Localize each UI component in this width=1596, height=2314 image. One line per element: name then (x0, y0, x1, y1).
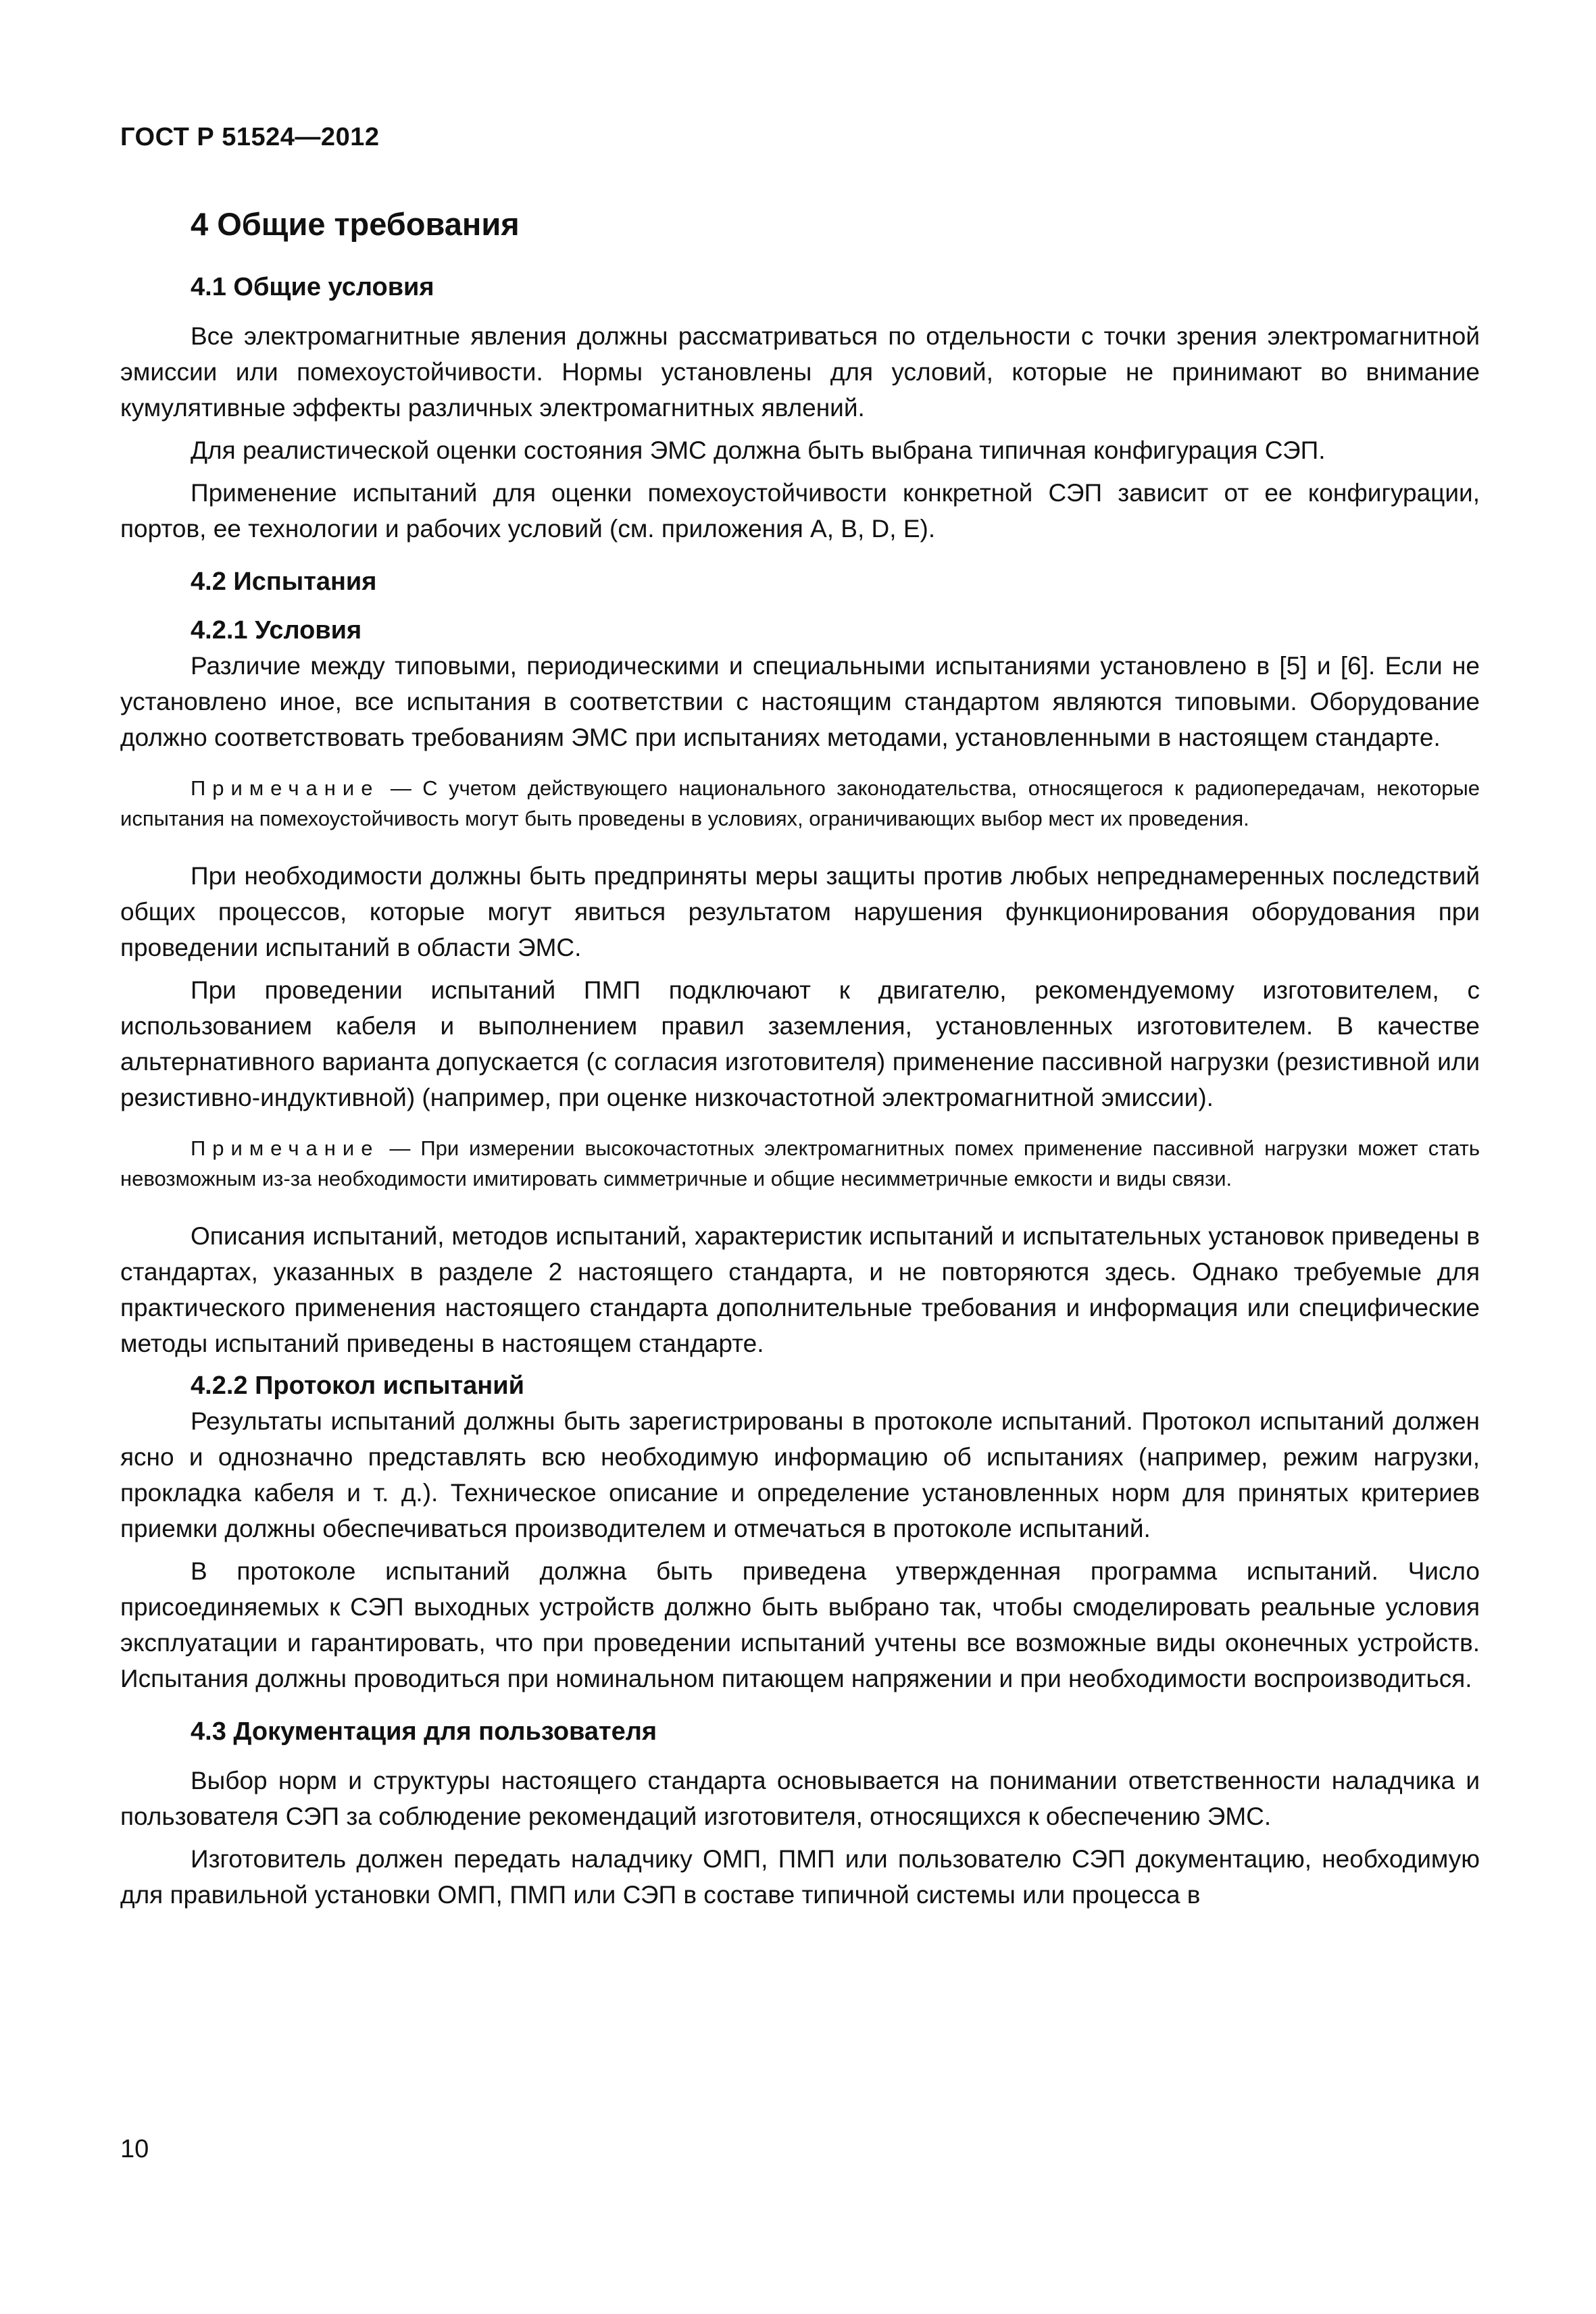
paragraph: Описания испытаний, методов испытаний, характеристик испытаний и испытательных установок приведены в стандартах, указанных в разделе 2 настоящего стандарта, и не повторяются здесь. Однако требуемые для практического применения настоящего стандарта дополнительные требования и информация или специфические методы испытаний приведены в настоящем стандарте. (120, 1222, 1480, 1357)
paragraph: В протоколе испытаний должна быть приведена утвержденная программа испытаний. Число присоединяемых к СЭП выходных устройств должно быть выбрано так, чтобы смоделировать реальные условия эксплуатации и гарантировать, что при проведении испытаний учтены все возможные виды оконечных устройств. Испытания должны проводиться при номинальном питающем напряжении и при необходимости воспроизводиться. (120, 1557, 1480, 1692)
paragraph: Выбор норм и структуры настоящего стандарта основывается на понимании ответственности наладчика и пользователя СЭП за соблюдение рекомендаций изготовителя, относящихся к обеспечению ЭМС. (120, 1767, 1480, 1830)
paragraph: Результаты испытаний должны быть зарегистрированы в протоколе испытаний. Протокол испытаний должен ясно и однозначно представлять всю необходимую информацию об испытаниях (например, режим нагрузки, прокладка кабеля и т. д.). Техническое описание и определение установленных норм для принятых критериев приемки должны обеспечиваться производителем и отмечаться в протоколе испытаний. (120, 1407, 1480, 1542)
section-4-3-heading: 4.3 Документация для пользователя (191, 1717, 657, 1746)
paragraph: Для реалистической оценки состояния ЭМС должна быть выбрана типичная конфигурация СЭП. (191, 436, 1326, 464)
section-4-2-heading: 4.2 Испытания (191, 568, 377, 596)
section-4-2-2-heading: 4.2.2 Протокол испытаний (191, 1372, 524, 1400)
paragraph: При проведении испытаний ПМП подключают к двигателю, рекомендуемому изготовителем, с использованием кабеля и выполнением правил заземления, установленных изготовителем. В качестве альтернативного варианта допускается (с согласия изготовителя) применение пассивной нагрузки (резистивной или резистивно-индуктивной) (например, при оценке низкочастотной электромагнитной эмиссии). (120, 976, 1480, 1111)
paragraph: Изготовитель должен передать наладчику ОМП, ПМП или пользователю СЭП документацию, необходимую для правильной установки ОМП, ПМП или СЭП в составе типичной системы или процесса в (120, 1845, 1480, 1909)
section-4-2-1-heading: 4.2.1 Условия (191, 616, 362, 645)
note (120, 1133, 1480, 1194)
note-text: — При измерении высокочастотных электромагнитных помех применение пассивной нагрузки может стать невозможным из-за необходимости имитировать симметричные и общие несимметричные емкости и виды связи. (120, 1136, 1480, 1190)
paragraph: Применение испытаний для оценки помехоустойчивости конкретной СЭП зависит от ее конфигурации, портов, ее технологии и рабочих условий (см. приложения А, В, D, Е). (120, 479, 1480, 543)
note-label: Примечание (191, 776, 380, 800)
paragraph: При необходимости должны быть предприняты меры защиты против любых непреднамеренных последствий общих процессов, которые могут явиться результатом нарушения функционирования оборудования при проведении испытаний в области ЭМС. (120, 862, 1480, 961)
section-4-1-heading: 4.1 Общие условия (191, 273, 434, 301)
section-4-heading: 4 Общие требования (191, 206, 520, 242)
note (120, 773, 1480, 834)
page-number: 10 (120, 2135, 149, 2163)
note-text: — С учетом действующего национального законодательства, относящегося к радиопередачам, некоторые испытания на помехоустойчивость могут быть проведены в условиях, ограничивающих выбор мест их проведения. (120, 776, 1480, 830)
page-content (120, 189, 1480, 1919)
note-label: Примечание (191, 1136, 380, 1160)
paragraph: Все электромагнитные явления должны рассматриваться по отдельности с точки зрения электромагнитной эмиссии или помехоустойчивости. Нормы установлены для условий, которые не принимают во внимание кумулятивные эффекты различных электромагнитных явлений. (120, 322, 1480, 422)
paragraph: Различие между типовыми, периодическими и специальными испытаниями установлено в [5] и [6]. Если не установлено иное, все испытания в соответствии с настоящим стандартом являются типовыми. Оборудование должно соответствовать требованиям ЭМС при испытаниях методами, установленными в настоящем стандарте. (120, 652, 1480, 751)
document-identifier: ГОСТ Р 51524—2012 (120, 123, 380, 151)
